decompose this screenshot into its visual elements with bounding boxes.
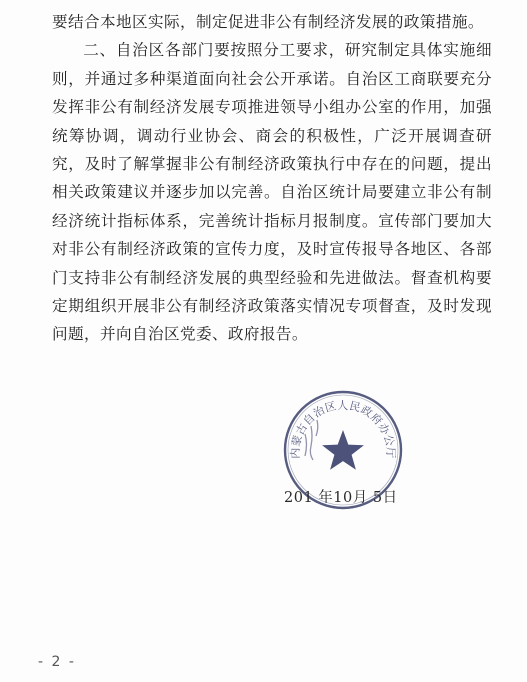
paragraph-1: 要结合本地区实际，制定促进非公有制经济发展的政策措施。	[52, 13, 484, 31]
document-date: 201 年10月 5日	[284, 490, 398, 506]
page-number: - 2 -	[38, 654, 76, 670]
body-text	[52, 8, 492, 349]
paragraph-2: 二、自治区各部门要按照分工要求，研究制定具体实施细则，并通过多种渠道面向社会公开承诺。自治区工商联要充分发挥非公有制经济发展专项推进领导小组办公室的作用，加强统筹协调，调动行业协会、商会的积极性，广泛开展调查研究，及时了解掌握非公有制经济政策执行中存在的问题，提出相关政策建议并逐步加以完善。自治区统计局要建立非公有制经济统计指标体系，完善统计指标月报制度。宣传部门要加大对非公有制经济政策的宣传力度，及时宣传报导各地区、各部门支持非公有制经济发展的典型经验和先进做法。督查机构要定期组织开展非公有制经济政策落实情况专项督查，及时发现问题，并向自治区党委、政府报告。	[52, 41, 492, 344]
seal-star-icon	[322, 430, 364, 470]
seal-text: 内蒙古自治区人民政府办公厅	[288, 398, 398, 459]
